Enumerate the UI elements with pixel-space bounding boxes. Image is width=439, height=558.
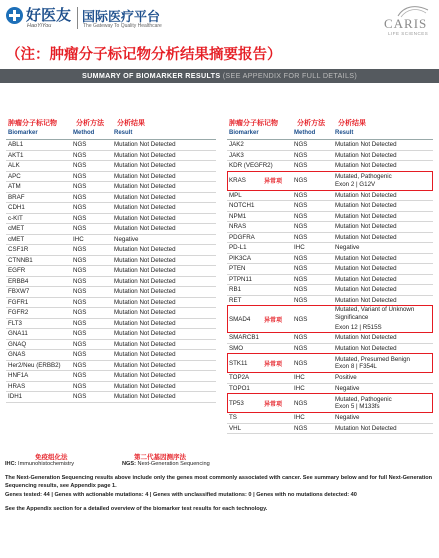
biomarker-name: cMET (8, 225, 25, 233)
method-value: NGS (294, 233, 308, 241)
result-line: Mutation Not Detected (114, 309, 176, 316)
result-value (114, 267, 216, 275)
method-value: NGS (73, 204, 87, 212)
result-line: Negative (335, 414, 360, 421)
caris-logo: CARIS (384, 16, 428, 31)
medical-cross-icon (6, 7, 23, 24)
method-value: NGS (294, 334, 308, 342)
biomarker-name: AKT1 (8, 151, 24, 159)
result-value (114, 288, 216, 296)
method-value: NGS (294, 177, 308, 184)
result-line: Mutation Not Detected (114, 288, 176, 295)
biomarker-name: CDH1 (8, 204, 25, 212)
table-row (227, 354, 433, 373)
abnormal-highlight-box (227, 305, 433, 333)
method-value: NGS (294, 344, 308, 352)
biomarker-name: SMO (229, 344, 244, 352)
method-value: NGS (294, 202, 308, 210)
table-row (227, 306, 433, 333)
result-value (114, 236, 216, 244)
biomarker-name: JAK2 (229, 141, 244, 149)
biomarker-name: HNF1A (8, 372, 29, 380)
result-value (335, 286, 433, 294)
biomarker-name: cMET (8, 235, 25, 243)
table-row (6, 319, 216, 330)
table-row (6, 182, 216, 193)
table-header (6, 130, 216, 140)
result-value (114, 362, 216, 370)
table-row (6, 371, 216, 382)
method-value: NGS (294, 254, 308, 262)
result-line: Mutation Not Detected (335, 223, 397, 230)
result-line: Mutation Not Detected (114, 225, 176, 232)
result-value (114, 225, 216, 233)
legend-ngs-key: NGS: (122, 461, 136, 467)
biomarker-name: TP53 (229, 399, 244, 407)
abnormal-highlight-box (227, 353, 433, 373)
biomarker-name: FLT3 (8, 319, 22, 327)
legend-ihc-key: IHC: (5, 461, 17, 467)
method-value: NGS (73, 183, 87, 191)
method-value: NGS (73, 256, 87, 264)
page-title: （注：肿瘤分子标记物分析结果摘要报告） (6, 47, 282, 63)
summary-title: SUMMARY OF BIOMARKER RESULTS (81, 71, 221, 80)
result-value (114, 194, 216, 202)
abnormal-highlight-box (227, 171, 433, 191)
method-value: NGS (294, 296, 308, 304)
biomarker-name: GNAS (8, 351, 26, 359)
method-value: NGS (294, 212, 308, 220)
report-notes (5, 474, 435, 514)
table-row (6, 392, 216, 403)
table-row (227, 140, 433, 151)
table-row (227, 172, 433, 191)
method-value: NGS (294, 191, 308, 199)
table-row (6, 361, 216, 372)
result-value (335, 202, 433, 210)
method-value: NGS (73, 151, 87, 159)
biomarker-name: FBXW7 (8, 288, 30, 296)
result-line: Mutated, Presumed Benign (335, 355, 410, 363)
header-biomarker: Biomarker (229, 130, 259, 136)
result-value (335, 162, 433, 170)
result-line: Mutation Not Detected (335, 334, 397, 341)
result-line: Mutation Not Detected (114, 256, 176, 264)
logo-text-en: HaoYiYou (27, 23, 52, 29)
biomarker-name: PD-L1 (229, 244, 247, 252)
table-row (6, 172, 216, 183)
result-line: Mutation Not Detected (114, 351, 176, 358)
result-value (335, 192, 433, 200)
method-value: NGS (73, 382, 87, 390)
biomarker-name: APC (8, 172, 21, 180)
method-value: IHC (294, 414, 305, 422)
result-line: Negative (114, 235, 139, 243)
result-line: Mutation Not Detected (114, 319, 176, 327)
result-value (335, 234, 433, 242)
result-line: Exon 2 | G12V (335, 180, 376, 188)
table-row (227, 212, 433, 223)
result-line: Mutation Not Detected (335, 212, 397, 220)
biomarker-name: NPM1 (229, 212, 247, 220)
result-line: Mutation Not Detected (335, 275, 397, 283)
method-value: IHC (294, 384, 305, 392)
col-label-method-cn-left: 分析方法 (76, 120, 104, 127)
abnormal-label: 异常项 (264, 317, 283, 324)
col-label-biomarker-cn-left: 肿瘤分子标记物 (8, 120, 57, 127)
summary-bar (0, 69, 439, 83)
biomarker-name: c-KIT (8, 214, 23, 222)
header-result: Result (114, 130, 133, 136)
table-row (6, 235, 216, 246)
method-value: NGS (73, 361, 87, 369)
method-value: NGS (294, 424, 308, 432)
result-value (335, 425, 433, 433)
caris-subtitle: LIFE SCIENCES (388, 31, 429, 36)
result-value (335, 374, 433, 382)
result-line: Mutation Not Detected (114, 172, 176, 180)
result-value (114, 320, 216, 328)
table-row (227, 233, 433, 244)
platform-name: 国际医疗平台 (82, 9, 161, 24)
biomarker-name: CTNNB1 (8, 256, 33, 264)
result-value (114, 246, 216, 254)
result-value (114, 162, 216, 170)
logo-divider (77, 7, 78, 29)
result-line: Mutation Not Detected (114, 372, 176, 379)
table-row (227, 254, 433, 265)
method-value: NGS (73, 267, 87, 275)
table-row (227, 333, 433, 344)
result-line: Mutation Not Detected (335, 344, 397, 352)
biomarker-name: ALK (8, 162, 20, 170)
biomarker-name: RET (229, 296, 242, 304)
note-ngs-scope: The Next-Generation Sequencing results above include only the genes most commonly associated with cancer. See summary below and for full Next-Generation Sequencing results, see Appendix page 1. (5, 475, 433, 489)
table-row (227, 394, 433, 413)
method-value: NGS (294, 162, 308, 170)
result-line: Mutation Not Detected (335, 162, 397, 169)
method-value: NGS (73, 330, 87, 338)
table-row (227, 201, 433, 212)
footnote-ngs-cn: 第二代基因测序法 (134, 454, 186, 461)
table-row (227, 243, 433, 254)
col-label-method-cn-right: 分析方法 (297, 120, 325, 127)
result-line: Mutation Not Detected (114, 193, 176, 201)
table-row (227, 285, 433, 296)
result-line: Mutation Not Detected (114, 361, 176, 369)
result-value (335, 345, 433, 353)
note-appendix: See the Appendix section for a detailed overview of the biomarker test results for each technology. (5, 506, 268, 512)
method-value: NGS (73, 162, 87, 170)
method-value: NGS (73, 193, 87, 201)
result-line: Negative (335, 384, 360, 392)
method-value: NGS (73, 141, 87, 149)
table-row (6, 340, 216, 351)
abnormal-label: 异常项 (264, 401, 283, 408)
method-value: NGS (294, 359, 308, 367)
result-value (335, 334, 433, 342)
result-line: Mutation Not Detected (335, 265, 397, 272)
result-value (114, 215, 216, 223)
result-line: Mutation Not Detected (114, 382, 176, 390)
table-header (227, 130, 433, 140)
biomarker-name: KRAS (229, 177, 246, 184)
method-value: NGS (294, 275, 308, 283)
table-row (6, 203, 216, 214)
result-line: Mutation Not Detected (335, 141, 397, 148)
biomarker-table-right (227, 130, 433, 434)
legend-ngs (122, 461, 210, 467)
result-value (335, 255, 433, 263)
method-value: NGS (73, 172, 87, 180)
result-value (114, 330, 216, 338)
result-line: Mutation Not Detected (335, 296, 397, 304)
result-line: Mutation Not Detected (114, 141, 176, 148)
result-line: Exon 8 | F354L (335, 363, 377, 370)
result-value (335, 141, 433, 149)
result-line: Exon 5 | M133fs (335, 403, 380, 410)
result-line: Mutation Not Detected (114, 277, 176, 285)
summary-subtitle: (SEE APPENDIX FOR FULL DETAILS) (220, 71, 358, 80)
biomarker-name: PIK3CA (229, 254, 252, 262)
result-line: Mutation Not Detected (114, 330, 176, 337)
result-value (335, 276, 433, 284)
table-row (227, 222, 433, 233)
result-value (114, 204, 216, 212)
biomarker-name: VHL (229, 424, 242, 432)
table-row (6, 214, 216, 225)
table-row (227, 191, 433, 202)
table-row (6, 350, 216, 361)
result-line: Mutation Not Detected (114, 162, 176, 169)
biomarker-name: STK11 (229, 359, 248, 367)
method-value: NGS (294, 223, 308, 231)
table-row (227, 264, 433, 275)
method-value: NGS (73, 351, 87, 359)
method-value: NGS (73, 393, 87, 401)
method-value: NGS (73, 372, 87, 380)
result-line: Mutation Not Detected (114, 393, 176, 400)
table-row (6, 382, 216, 393)
method-value: IHC (294, 244, 305, 252)
header-result: Result (335, 130, 354, 136)
abnormal-label: 异常项 (264, 361, 283, 368)
result-value (114, 299, 216, 307)
abnormal-label: 异常项 (264, 179, 283, 185)
note-genes-tested: Genes tested: 44 | Genes with actionable mutations: 4 | Genes with unclassified mutations: 0 | Genes with no mutations detected: 40 (5, 492, 357, 498)
result-line: Mutation Not Detected (114, 151, 176, 159)
method-value: IHC (294, 374, 305, 382)
result-value (114, 393, 216, 401)
result-value (114, 278, 216, 286)
col-label-biomarker-cn-right: 肿瘤分子标记物 (229, 120, 278, 127)
biomarker-name: SMAD4 (229, 315, 251, 323)
table-row (6, 266, 216, 277)
header-method: Method (73, 130, 95, 136)
biomarker-name: HRAS (8, 382, 26, 390)
biomarker-name: ATM (8, 183, 21, 191)
result-value (114, 173, 216, 181)
table-row (6, 298, 216, 309)
result-value (114, 152, 216, 160)
result-line: Mutation Not Detected (335, 202, 397, 209)
result-value (335, 152, 433, 160)
table-row (6, 308, 216, 319)
biomarker-table-left (6, 130, 216, 403)
biomarker-name: CSF1R (8, 246, 29, 254)
biomarker-name: PTEN (229, 265, 246, 273)
biomarker-name: Her2/Neu (ERBB2) (8, 361, 61, 369)
table-row (6, 287, 216, 298)
result-line: Mutated, Pathogenic (335, 395, 392, 403)
biomarker-name: NOTCH1 (229, 202, 255, 210)
biomarker-name: ERBB4 (8, 277, 29, 285)
result-line: Mutation Not Detected (114, 214, 176, 222)
table-row (227, 424, 433, 435)
table-row (6, 161, 216, 172)
table-row (227, 151, 433, 162)
result-value (114, 372, 216, 380)
biomarker-name: GNAQ (8, 340, 27, 348)
biomarker-name: IDH1 (8, 393, 23, 401)
biomarker-name: EGFR (8, 267, 26, 275)
table-row (6, 224, 216, 235)
result-value (114, 341, 216, 349)
result-line: Mutation Not Detected (114, 340, 176, 348)
method-value: NGS (73, 319, 87, 327)
logo-text-cn: 好医友 (26, 7, 72, 24)
result-line: Mutation Not Detected (114, 267, 176, 274)
result-line: Mutation Not Detected (114, 183, 176, 190)
result-value (114, 309, 216, 317)
result-line: Mutation Not Detected (335, 254, 397, 262)
result-value (114, 141, 216, 149)
result-line: Mutation Not Detected (335, 286, 397, 293)
method-value: NGS (294, 315, 308, 323)
abnormal-highlight-box (227, 393, 433, 413)
report-header (0, 0, 439, 44)
biomarker-name: FGFR1 (8, 298, 29, 306)
method-value: NGS (294, 399, 308, 407)
result-value (335, 223, 433, 231)
result-value (114, 257, 216, 265)
header-biomarker: Biomarker (8, 130, 38, 136)
result-line: Mutation Not Detected (335, 233, 397, 241)
method-value: NGS (73, 298, 87, 306)
result-value (335, 213, 433, 221)
table-row (6, 193, 216, 204)
result-line: Mutation Not Detected (335, 151, 397, 159)
result-line: Mutation Not Detected (335, 191, 397, 199)
result-line: Mutation Not Detected (114, 204, 176, 211)
biomarker-name: RB1 (229, 286, 242, 294)
table-row (6, 256, 216, 267)
col-label-result-cn-left: 分析结果 (117, 120, 145, 127)
result-value (335, 297, 433, 305)
method-value: NGS (294, 151, 308, 159)
platform-tagline: The Gateway To Quality Healthcare (83, 23, 162, 29)
result-line: Mutated, Variant of Unknown (335, 306, 415, 314)
table-row (227, 373, 433, 384)
footnote-ihc-cn: 免疫组化法 (35, 454, 68, 461)
biomarker-name: PTPN11 (229, 275, 252, 283)
result-line: Mutation Not Detected (335, 424, 397, 432)
result-value (114, 183, 216, 191)
biomarker-name: GNA11 (8, 330, 28, 338)
legend-ihc (5, 461, 74, 467)
result-line: Positive (335, 374, 357, 381)
biomarker-name: KDR (VEGFR2) (229, 162, 273, 170)
result-value (335, 265, 433, 273)
biomarker-name: TOP2A (229, 374, 250, 382)
biomarker-name: BRAF (8, 193, 25, 201)
result-line: Mutation Not Detected (114, 298, 176, 306)
biomarker-name: PDGFRA (229, 233, 255, 241)
method-value: NGS (294, 265, 308, 273)
table-row (227, 413, 433, 424)
method-value: NGS (73, 288, 87, 296)
result-value (114, 383, 216, 391)
result-value (335, 414, 433, 422)
method-value: NGS (294, 286, 308, 294)
result-line: Mutation Not Detected (114, 246, 176, 253)
method-value: NGS (73, 214, 87, 222)
result-value (114, 351, 216, 359)
result-value (335, 244, 433, 252)
method-value: NGS (73, 246, 87, 254)
biomarker-name: NRAS (229, 223, 247, 231)
biomarker-name: TS (229, 414, 237, 422)
method-value: NGS (294, 141, 308, 149)
method-value: IHC (73, 235, 84, 243)
biomarker-name: FGFR2 (8, 309, 29, 317)
biomarker-name: MPL (229, 191, 242, 199)
result-line: Mutated, Pathogenic (335, 173, 392, 180)
table-row (6, 245, 216, 256)
result-line: Negative (335, 244, 360, 251)
table-row (6, 277, 216, 288)
biomarker-name: TOPO1 (229, 384, 250, 392)
method-value: NGS (73, 277, 87, 285)
table-row (6, 151, 216, 162)
header-method: Method (294, 130, 316, 136)
col-label-result-cn-right: 分析结果 (338, 120, 366, 127)
method-value: NGS (73, 309, 87, 317)
legend-ihc-value: Immunohistochemistry (16, 461, 75, 467)
table-row (6, 329, 216, 340)
result-line: Significance (335, 313, 369, 321)
biomarker-name: SMARCB1 (229, 334, 259, 342)
biomarker-name: JAK3 (229, 151, 244, 159)
legend-ngs-value: Next-Generation Sequencing (135, 461, 210, 467)
table-row (6, 140, 216, 151)
biomarker-name: ABL1 (8, 141, 24, 149)
method-value: NGS (73, 225, 87, 233)
method-value: NGS (73, 340, 87, 348)
result-value (335, 385, 433, 393)
result-line: Exon 12 | R515S (335, 324, 382, 332)
table-row (227, 275, 433, 286)
